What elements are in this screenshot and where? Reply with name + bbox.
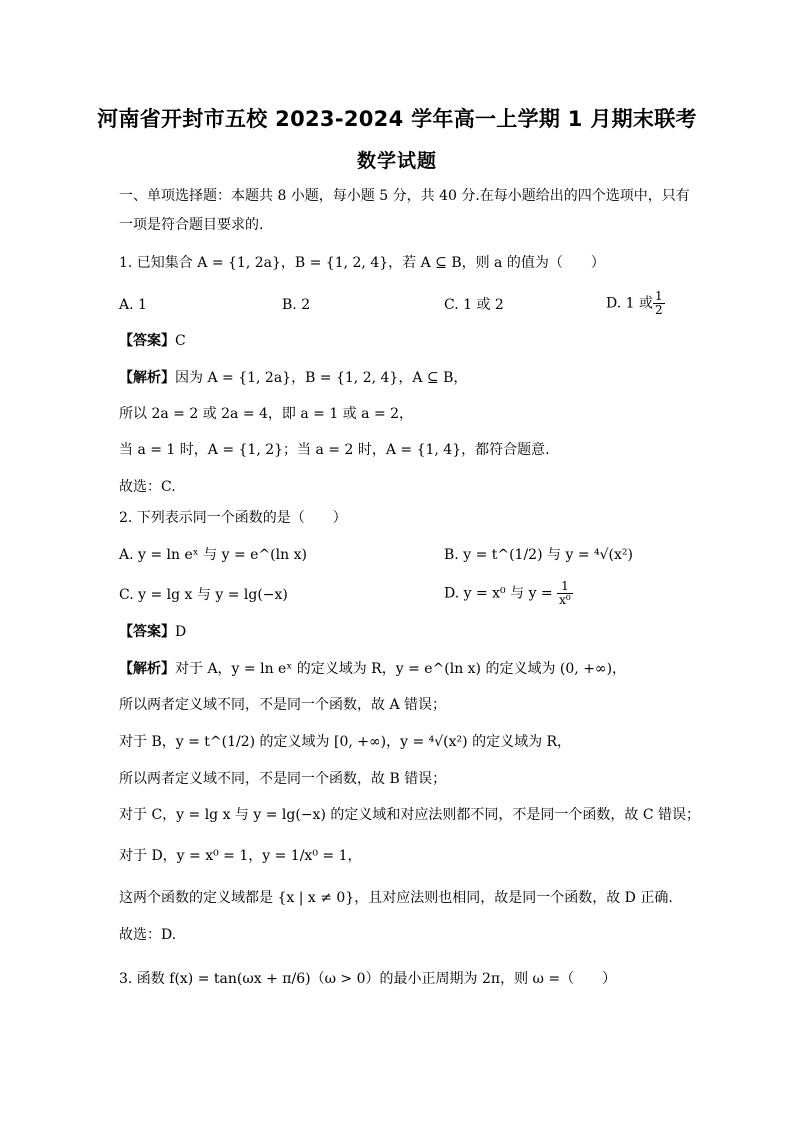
q2-option-b — [444, 545, 633, 565]
section-heading-line2: 一项是符合题目要求的. — [119, 217, 264, 233]
q2-analysis-line6: 对于 D，y = x⁰ = 1，y = 1/x⁰ = 1， — [119, 848, 362, 864]
answer-value: D — [175, 624, 187, 640]
q2-answer — [119, 622, 186, 642]
answer-label: 【答案】 — [119, 624, 175, 640]
fraction-denominator: x⁰ — [559, 593, 571, 607]
paper-subtitle: 数学试题 — [356, 150, 437, 172]
q2-option-b-label: B. — [444, 547, 459, 563]
fraction-denominator: 2 — [654, 303, 663, 317]
fraction-numerator: 1 — [557, 580, 573, 594]
q3-stem: 3. 函数 f(x) = tan(ωx + π/6)（ω > 0）的最小正周期为 2π，则 ω =（ ） — [119, 971, 617, 987]
q1-analysis-line2: 所以 2a = 2 或 2a = 4，即 a = 1 或 a = 2， — [119, 406, 414, 422]
q2-stem: 2. 下列表示同一个函数的是（ ） — [119, 510, 347, 526]
q1-option-d-fraction — [653, 290, 665, 317]
q2-analysis-line4: 所以两者定义域不同，不是同一个函数，故 B 错误； — [119, 771, 447, 787]
analysis-text: 对于 A，y = ln eˣ 的定义域为 R，y = e^(ln x) 的定义域为 (0, +∞)， — [175, 661, 627, 677]
section-heading-line1: 一、单项选择题：本题共 8 小题，每小题 5 分，共 40 分.在每小题给出的四个选项中，只有 — [119, 188, 690, 204]
analysis-text: 因为 A = {1, 2a}，B = {1, 2, 4}，A ⊆ B， — [175, 370, 468, 386]
q2-analysis-line2: 所以两者定义域不同，不是同一个函数，故 A 错误； — [119, 697, 447, 713]
q1-analysis-line1 — [119, 368, 467, 388]
q1-option-d-label: D. 1 或 — [606, 295, 653, 312]
answer-value: C — [175, 333, 186, 349]
q2-option-c: C. y = lg x 与 y = lg(−x) — [119, 587, 288, 603]
q1-stem: 1. 已知集合 A = {1, 2a}，B = {1, 2, 4}，若 A ⊆ B，则 a 的值为（ ） — [119, 255, 605, 271]
analysis-label: 【解析】 — [119, 661, 175, 677]
q2-option-d — [444, 580, 573, 607]
q2-analysis-line5: 对于 C，y = lg x 与 y = lg(−x) 的定义域和对应法则都不同，不是同一个函数，故 C 错误； — [119, 807, 700, 823]
q2-option-d-text: D. y = x⁰ 与 y = — [444, 585, 553, 602]
q2-analysis-line8: 故选：D. — [119, 927, 177, 943]
q1-option-d — [606, 290, 665, 317]
q1-option-a: A. 1 — [119, 297, 147, 313]
q1-analysis-line3: 当 a = 1 时，A = {1, 2}；当 a = 2 时，A = {1, 4}，都符合题意. — [119, 442, 550, 458]
q2-analysis-line7: 这两个函数的定义域都是 {x | x ≠ 0}，且对应法则也相同，故是同一个函数，故 D 正确. — [119, 890, 673, 906]
q1-option-c: C. 1 或 2 — [444, 297, 504, 313]
q1-option-b: B. 2 — [282, 297, 311, 313]
q2-option-b-text: y = t^(1/2) 与 y = ⁴√(x²) — [463, 547, 633, 563]
paper-title: 河南省开封市五校 2023-2024 学年高一上学期 1 月期末联考 — [97, 107, 697, 131]
q1-analysis-line4: 故选：C. — [119, 479, 176, 495]
q1-answer — [119, 331, 186, 351]
q2-analysis-line3: 对于 B，y = t^(1/2) 的定义域为 [0, +∞)，y = ⁴√(x²) 的定义域为 R， — [119, 734, 572, 750]
fraction-numerator: 1 — [654, 289, 663, 303]
answer-label: 【答案】 — [119, 333, 175, 349]
q2-analysis-line1 — [119, 659, 626, 679]
analysis-label: 【解析】 — [119, 370, 175, 386]
q2-option-a: A. y = ln eˣ 与 y = e^(ln x) — [119, 547, 307, 563]
q2-option-d-fraction — [557, 580, 573, 607]
